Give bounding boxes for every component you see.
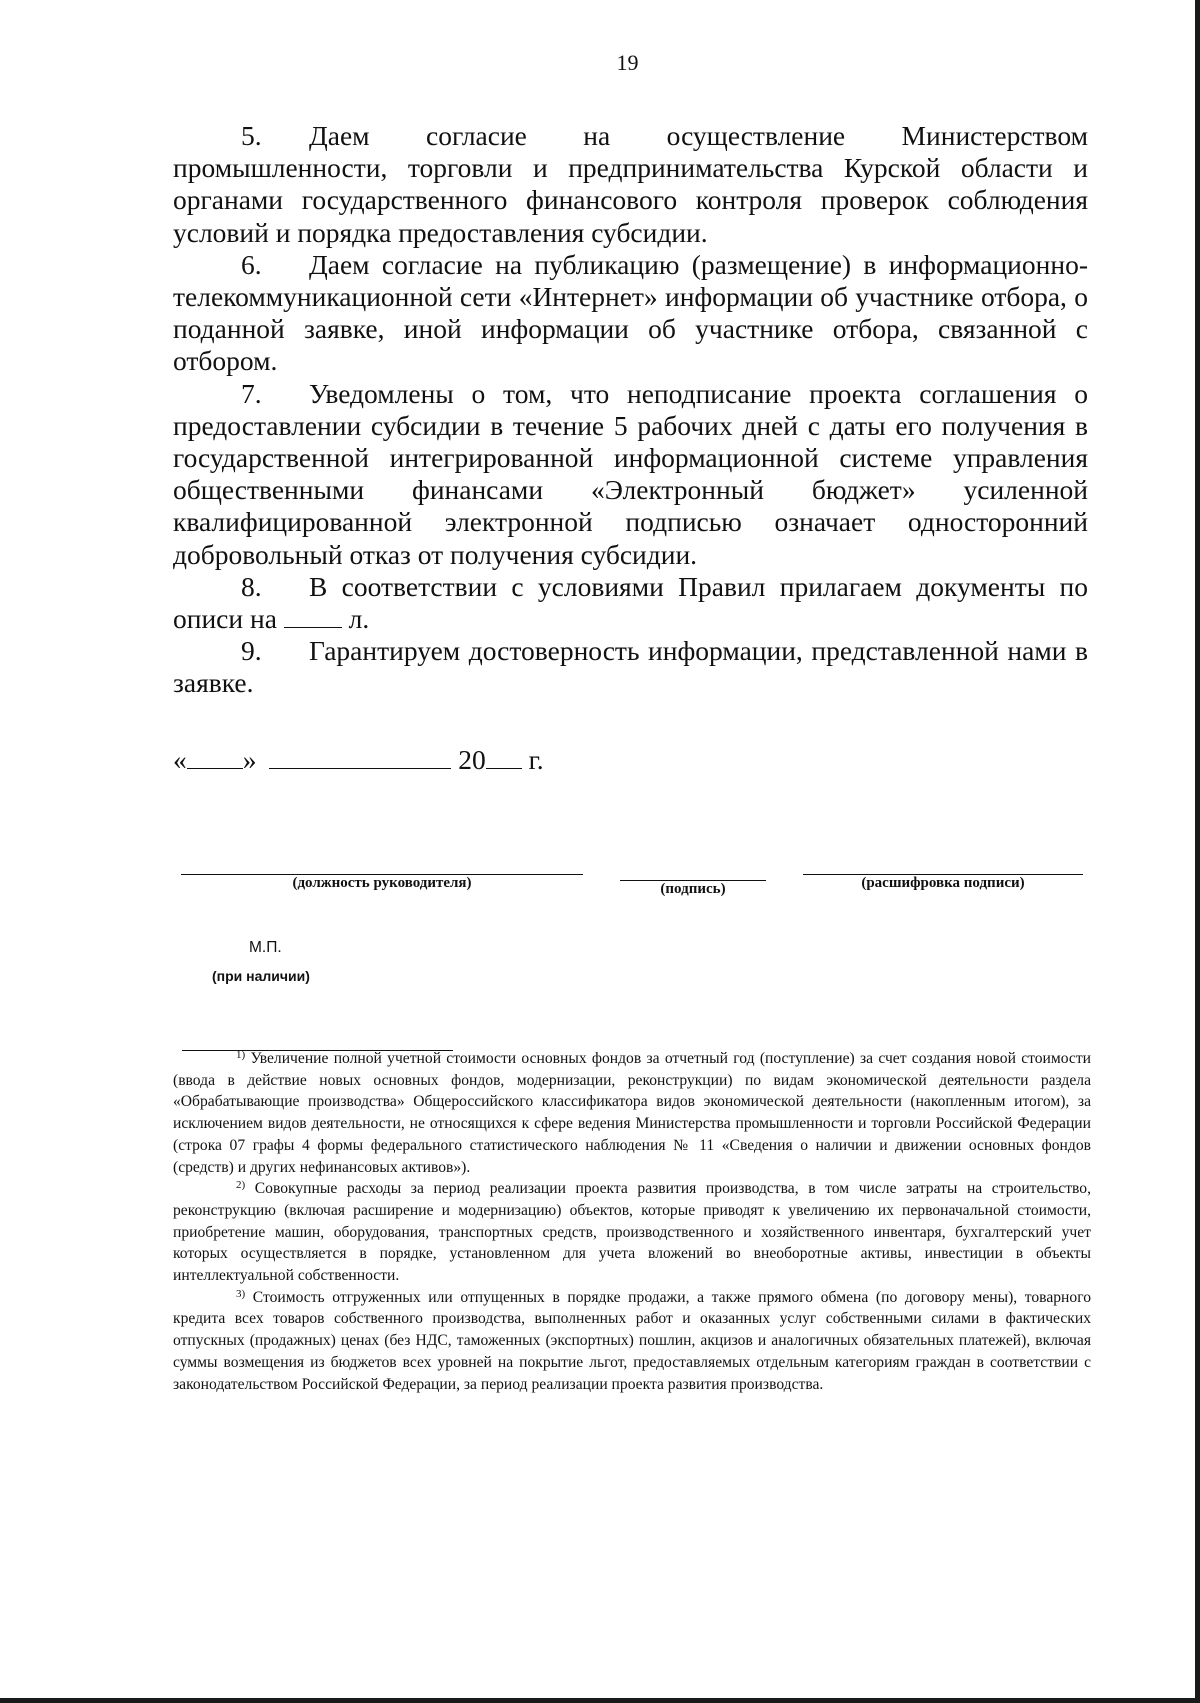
document-body [173, 120, 1088, 700]
page-count-blank [284, 603, 342, 628]
paragraph-number: 8. [241, 570, 262, 602]
page-edge-right [1195, 0, 1200, 1703]
page-edge-bottom [0, 1698, 1200, 1703]
stamp-label: М.П. [249, 939, 282, 956]
day-blank [187, 744, 243, 769]
paragraph-text: В соответствии с условиями Правил прилагаем документы по описи на [173, 570, 1088, 635]
paragraph-5 [173, 120, 1088, 249]
signature-field [620, 880, 766, 910]
stamp-note: (при наличии) [212, 968, 310, 984]
month-blank [269, 744, 451, 769]
paragraph-number: 5. [241, 120, 262, 151]
paragraph-text-suffix: л. [348, 603, 370, 635]
year-prefix: 20 [458, 744, 486, 775]
date-open-quote: « [173, 744, 187, 775]
paragraph-6 [173, 249, 1088, 378]
position-caption: (должность руководителя) [292, 875, 472, 891]
date-close-quote: » [242, 744, 257, 775]
position-signature-field [181, 874, 583, 904]
date-line [173, 744, 544, 776]
paragraph-text: Гарантируем достоверность информации, представленной нами в заявке. [173, 635, 1088, 699]
year-blank [486, 744, 522, 769]
decoding-caption: (расшифровка подписи) [861, 875, 1025, 891]
footnote-text: Увеличение полной учетной стоимости основных фондов за отчетный год (поступление) за счет создания новой стоимости (ввода в действие новых основных фондов, модернизации, реконструкции) по видам экономической деятельности раздела «Обрабатывающие производства» Общероссийского классификатора видов экономической деятельности (накопленным итогом), за исключением видов деятельности, не относящихся к сфере ведения Министерства промышленности и торговли Российской Федерации (строка 07 графы 4 формы федерального статистического наблюдения № 11 «Сведения о наличии и движении основных фондов (средств) и других нефинансовых активов»). [173, 1050, 1091, 1176]
footnote-mark: 3) [236, 1287, 246, 1300]
paragraph-number: 6. [241, 248, 262, 280]
paragraph-number: 9. [241, 635, 262, 667]
footnotes [173, 1048, 1091, 1395]
year-suffix: г. [528, 744, 544, 775]
paragraph-text: Уведомлены о том, что неподписание проекта соглашения о предоставлении субсидии в течение 5 рабочих дней с даты его получения в государственной интегрированной информационной системе управления общественными финансами «Электронный бюджет» усиленной квалифицированной электронной подписью означает односторонний добровольный отказ от получения субсидии. [173, 377, 1088, 570]
paragraph-text: Даем согласие на осуществление Министерством промышленности, торговли и предпринимательства Курской области и органами государственного финансового контроля проверок соблюдения условий и порядка предоставления субсидии. [173, 120, 1088, 248]
paragraph-text: Даем согласие на публикацию (размещение) в информационно-телекоммуникационной сети «Интернет» информации об участнике отбора, о поданной заявке, иной информации об участнике отбора, связанной с отбором. [173, 248, 1088, 377]
paragraph-9 [173, 635, 1088, 699]
footnote-1 [173, 1048, 1091, 1178]
signature-caption: (подпись) [660, 881, 726, 897]
decoding-signature-field [803, 874, 1083, 904]
page-number: 19 [616, 50, 639, 75]
footnote-3 [173, 1287, 1091, 1396]
footnote-2 [173, 1178, 1091, 1287]
paragraph-number: 7. [241, 377, 262, 409]
footnote-mark: 2) [236, 1179, 246, 1192]
footnote-text: Совокупные расходы за период реализации проекта развития производства, в том числе затраты на строительство, реконструкцию (включая расширение и модернизацию) объектов, которые приводят к увеличению их первоначальной стоимости, приобретение машин, оборудования, транспортных средств, производственного и хозяйственного инвентаря, бухгалтерский учет которых осуществляется в порядке, установленном для учета вложений во внеоборотные активы, инвестиции в объекты интеллектуальной собственности. [173, 1180, 1091, 1285]
footnote-mark: 1) [236, 1049, 246, 1061]
paragraph-7 [173, 378, 1088, 571]
footnote-text: Стоимость отгруженных или отпущенных в порядке продажи, а также прямого обмена (по договору мены), товарного кредита всех товаров собственного производства, выполненных работ и оказанных услуг собственными силами в фактических отпускных (продажных) ценах (без НДС, таможенных (экспортных) пошлин, акцизов и аналогичных обязательных платежей), включая суммы возмещения из бюджетов всех уровней на покрытие льгот, предоставляемых отдельным категориям граждан в соответствии с законодательством Российской Федерации, за период реализации проекта развития производства. [173, 1288, 1091, 1393]
paragraph-8 [173, 571, 1088, 635]
